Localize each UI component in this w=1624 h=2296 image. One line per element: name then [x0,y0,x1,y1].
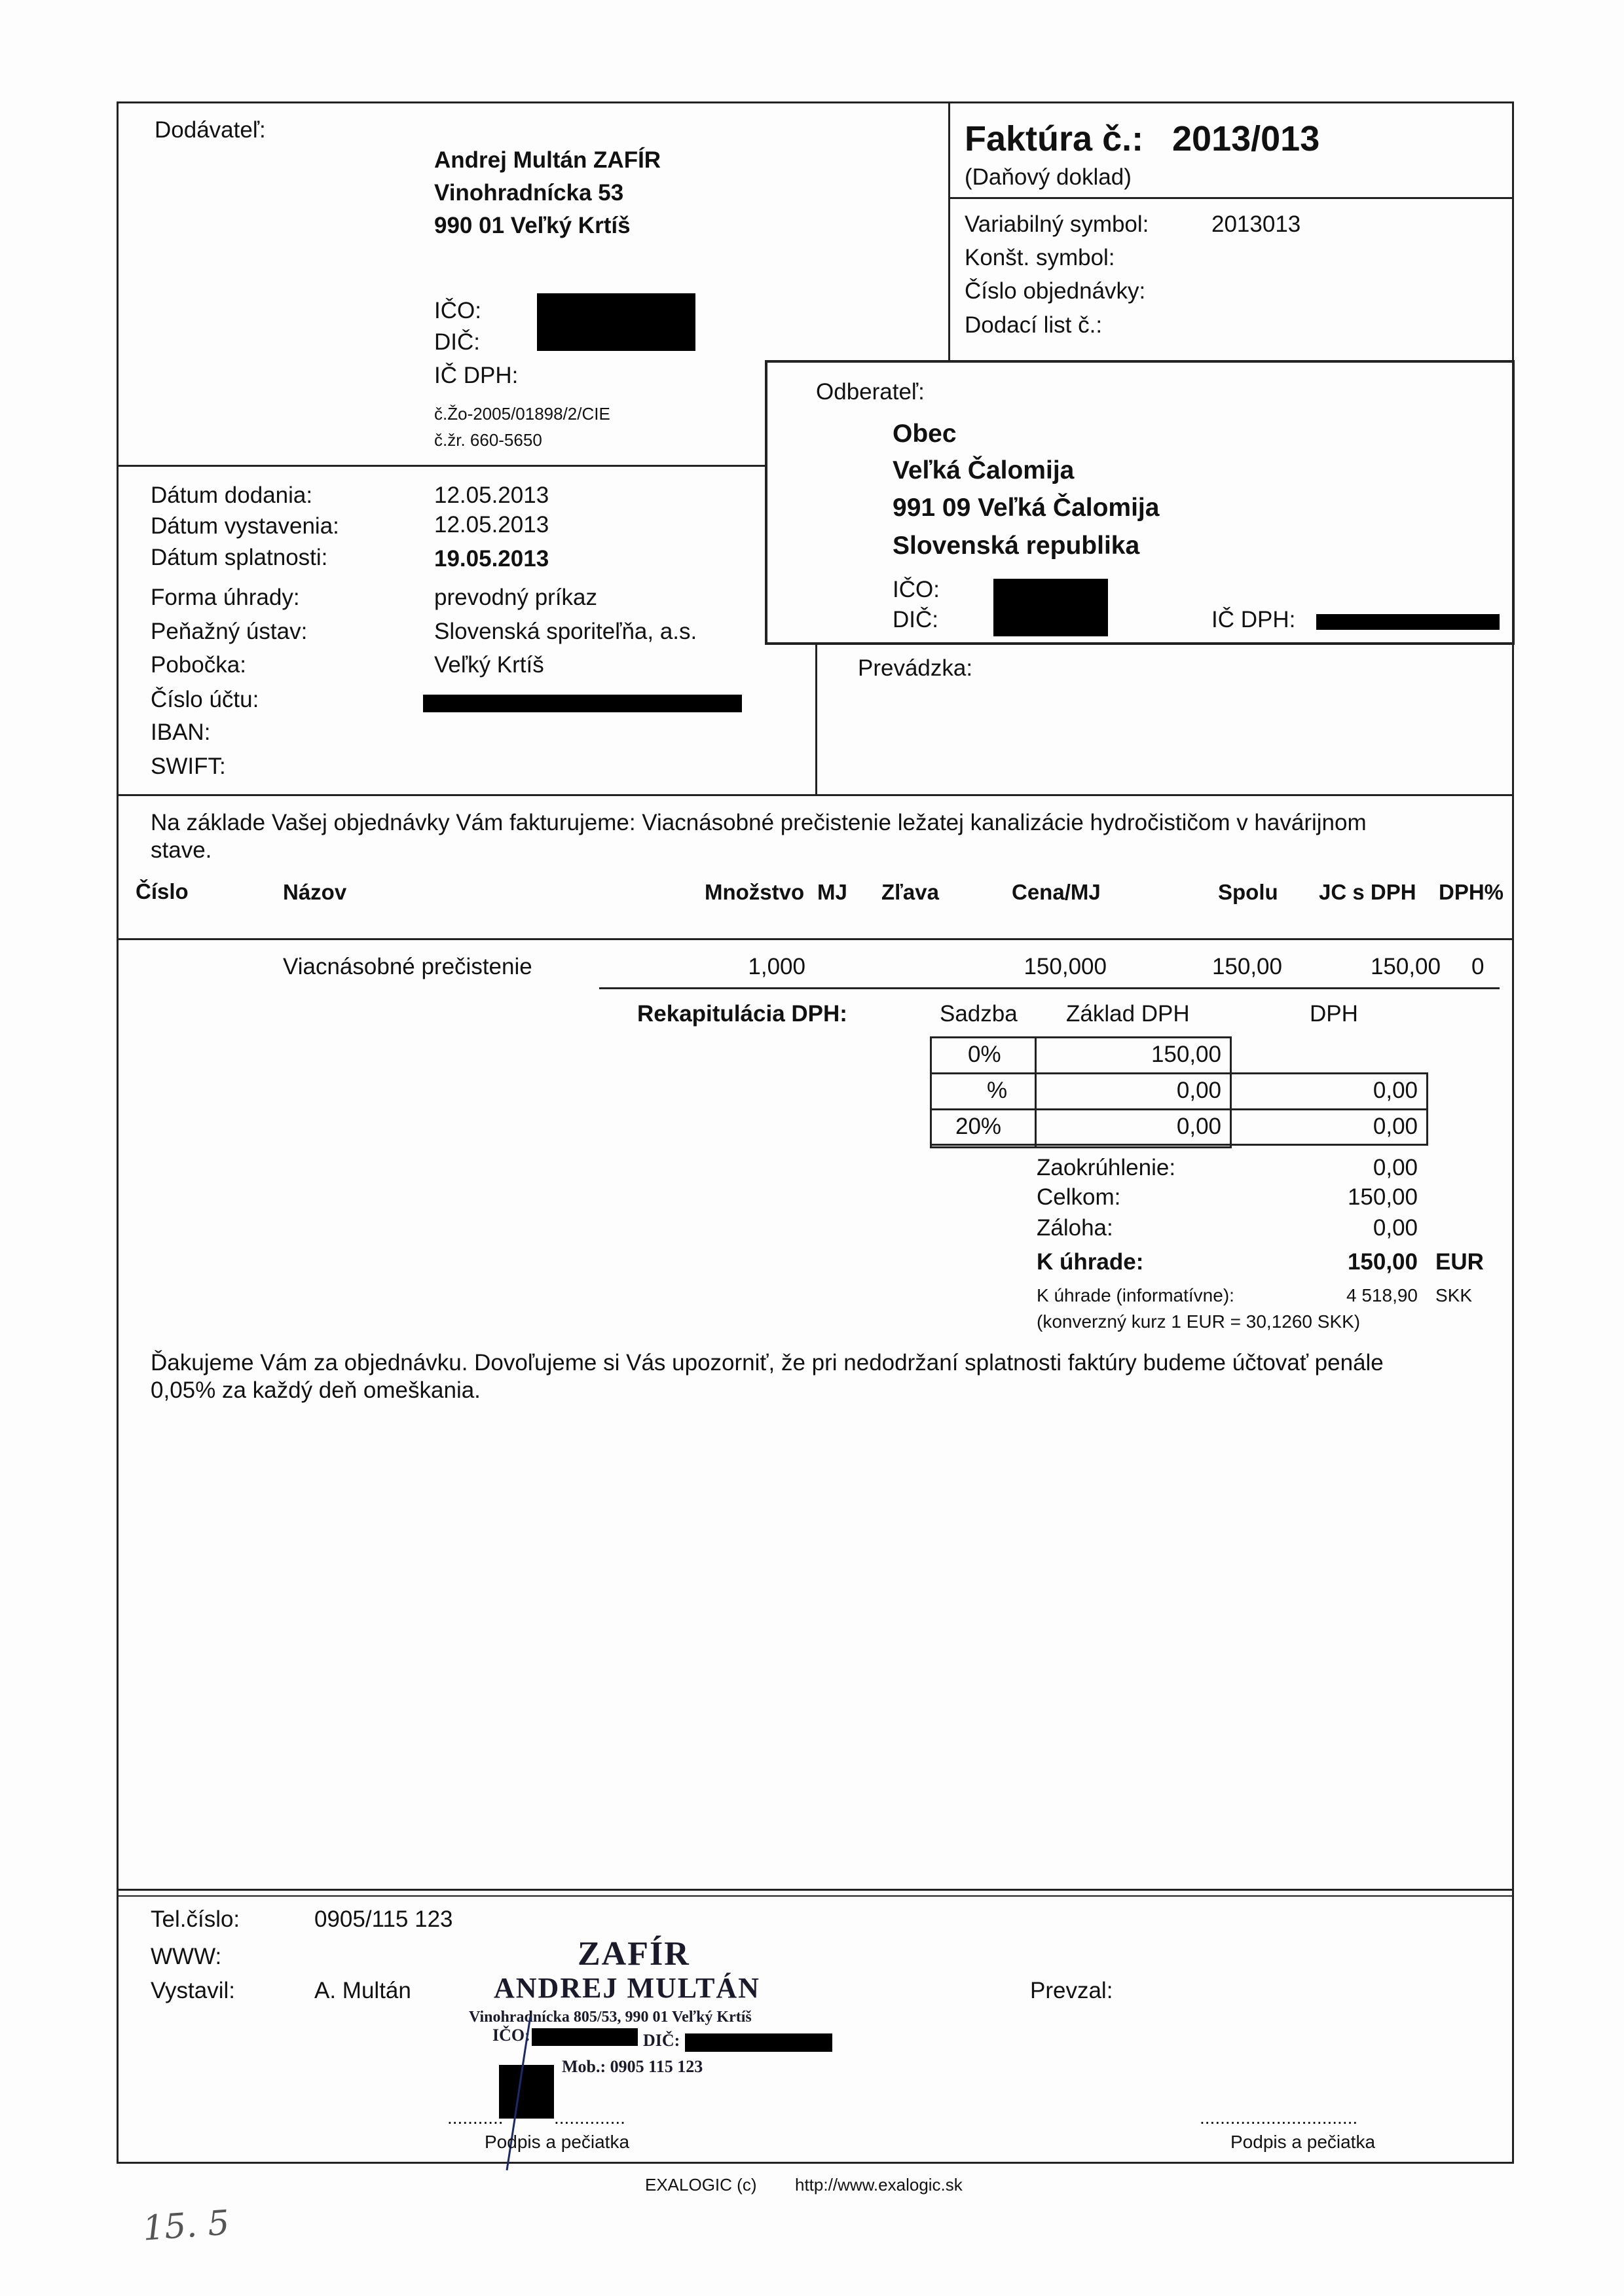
supplier-reg-1: č.Žo-2005/01898/2/CIE [434,404,610,424]
k-uhrade-label: K úhrade: [1037,1249,1144,1275]
order-label: Číslo objednávky: [965,278,1146,304]
recap-dph-2: 0,00 [1373,1114,1418,1139]
datum-splatnosti-value: 19.05.2013 [434,546,549,572]
zaloha-value: 0,00 [1373,1215,1418,1241]
swift-label: SWIFT: [151,754,226,779]
supplier-reg-2: č.žr. 660-5650 [434,430,542,450]
vystavil-value: A. Multán [314,1978,411,2003]
recap-grid-row3 [930,1144,1428,1146]
recap-dph-header: DPH [1310,1001,1358,1027]
prevadzka-divider [815,642,817,794]
supplier-icdph-label: IČ DPH: [434,363,519,388]
col-header-mnozstvo: Množstvo [705,880,805,904]
customer-dic-label: DIČ: [893,607,938,632]
invoice-subtitle: (Daňový doklad) [965,164,1132,190]
celkom-label: Celkom: [1037,1184,1121,1210]
col-header-nazov: Názov [283,880,347,904]
handwritten-note: 15. 5 [141,2203,231,2249]
row-nazov: Viacnásobné prečistenie [283,954,532,979]
prevzal-label: Prevzal: [1030,1978,1113,2003]
redacted-customer-icdph [1316,614,1500,630]
redacted-account-number [423,695,742,712]
supplier-ico-label: IČO: [434,298,481,323]
customer-icdph-label: IČ DPH: [1211,607,1296,632]
k-uhrade-currency: EUR [1435,1249,1484,1275]
signature-dots-left-2: .............. [554,2107,625,2128]
redacted-stamp-dic [685,2033,832,2052]
col-header-mj: MJ [817,880,847,904]
recap-zaklad-0: 150,00 [1151,1042,1221,1067]
customer-line-3: 991 09 Veľká Čalomija [893,494,1160,522]
row-cena: 150,000 [1024,954,1107,979]
software-credit: EXALOGIC (c) [645,2175,757,2195]
datum-splatnosti-label: Dátum splatnosti: [151,545,328,570]
penazny-ustav-label: Peňažný ústav: [151,619,308,644]
supplier-city: 990 01 Veľký Krtíš [434,213,631,238]
recap-sadzba-0: 0% [968,1042,1001,1067]
recap-sadzba-2: 20% [955,1114,1002,1139]
stamp-line-2: ANDREJ MULTÁN [494,1972,760,2004]
ks-label: Konšt. symbol: [965,245,1115,270]
forma-uhrady-label: Forma úhrady: [151,585,300,610]
recap-zaklad-header: Základ DPH [1066,1001,1190,1027]
stamp-line-6: Mob.: 0905 115 123 [562,2057,703,2076]
header-divider [948,101,950,360]
prevadzka-label: Prevádzka: [858,655,973,681]
www-label: WWW: [151,1944,222,1969]
bottom-border [117,2162,1514,2164]
pobocka-value: Veľký Krtíš [434,652,544,678]
row-dph: 0 [1471,954,1485,979]
stamp-line-3: Vinohradnícka 805/53, 990 01 Veľký Krtíš [469,2009,752,2026]
recap-zaklad-2: 0,00 [1176,1114,1221,1139]
supplier-street: Vinohradnícka 53 [434,180,624,206]
customer-line-1: Obec [893,420,957,448]
datum-dodania-value: 12.05.2013 [434,483,549,508]
left-border [117,101,119,2164]
conversion-rate-note: (konverzný kurz 1 EUR = 30,1260 SKK) [1037,1311,1361,1332]
datum-dodania-label: Dátum dodania: [151,483,313,508]
vystavil-label: Vystavil: [151,1978,236,2003]
customer-ico-label: IČO: [893,577,940,602]
invoice-title-underline [948,197,1512,199]
pobocka-label: Pobočka: [151,652,246,678]
thanks-line-2: 0,05% za každý deň omeškania. [151,1377,481,1403]
redacted-customer-ids [993,579,1108,636]
footer-top-line [117,1889,1514,1891]
row-jc: 150,00 [1370,954,1441,979]
recap-dph-right [1426,1072,1428,1146]
celkom-value: 150,00 [1347,1184,1418,1210]
k-uhrade-value: 150,00 [1347,1249,1418,1275]
recap-zaklad-1: 0,00 [1176,1078,1221,1103]
customer-line-2: Veľká Čalomija [893,456,1075,484]
invoice-number: 2013/013 [1172,119,1320,158]
intro-line-2: stave. [151,837,212,863]
datum-vystavenia-label: Dátum vystavenia: [151,513,339,539]
col-header-zlava: Zľava [881,880,939,904]
stamp-line-4: IČO: [492,2026,530,2045]
zaokruhlenie-value: 0,00 [1373,1155,1418,1180]
col-header-cislo: Číslo [136,879,189,903]
recap-sadzba-1: % [987,1078,1008,1103]
k-uhrade-info-currency: SKK [1435,1285,1473,1305]
stamp-line-1: ZAFÍR [578,1935,690,1973]
tel-value: 0905/115 123 [314,1906,453,1932]
supplier-name: Andrej Multán ZAFÍR [434,147,661,173]
intro-line-1: Na základe Vašej objednávky Vám fakturujeme: Viacnásobné prečistenie ležatej kanalizácie hydročističom v havárijnom [151,810,1367,835]
recap-dph-1: 0,00 [1373,1078,1418,1103]
customer-label: Odberateľ: [816,379,925,405]
col-header-cena: Cena/MJ [1012,880,1101,904]
zaloha-label: Záloha: [1037,1215,1113,1241]
footer-top-line-2 [117,1895,1514,1897]
signature-dots-right: ............................... [1200,2107,1358,2128]
col-header-jc: JC s DPH [1319,880,1416,904]
datum-vystavenia-value: 12.05.2013 [434,512,549,538]
row-underline [599,987,1500,989]
recap-sadzba-header: Sadzba [940,1001,1018,1027]
supplier-bottom-line [117,465,765,467]
iban-label: IBAN: [151,720,211,745]
top-border [117,101,1514,103]
vs-value: 2013013 [1211,211,1301,237]
invoice-title: Faktúra č.: [965,119,1144,158]
address-section-bottom [117,794,1514,796]
software-url: http://www.exalogic.sk [795,2175,963,2195]
stamp-line-5: DIČ: [643,2031,680,2050]
cislo-uctu-label: Číslo účtu: [151,687,259,712]
supplier-label: Dodávateľ: [155,117,266,143]
zaokruhlenie-label: Zaokrúhlenie: [1037,1155,1176,1180]
signature-label-left: Podpis a pečiatka [485,2132,630,2152]
recap-label: Rekapitulácia DPH: [637,1001,847,1027]
tel-label: Tel.číslo: [151,1906,240,1932]
row-mnozstvo: 1,000 [748,954,805,979]
signature-dots-left: ........... [447,2107,504,2128]
supplier-dic-label: DIČ: [434,329,480,355]
recap-grid-row1 [930,1072,1428,1074]
delivery-label: Dodací list č.: [965,312,1103,338]
redacted-supplier-ids [537,293,695,351]
k-uhrade-info-value: 4 518,90 [1346,1285,1418,1305]
customer-line-4: Slovenská republika [893,532,1140,560]
table-header-bottom [117,938,1514,940]
col-header-dph: DPH% [1439,880,1504,904]
thanks-line-1: Ďakujeme Vám za objednávku. Dovoľujeme si Vás upozorniť, že pri nedodržaní splatnosti faktúry budeme účtovať penále [151,1350,1384,1376]
signature-label-right: Podpis a pečiatka [1230,2132,1376,2152]
penazny-ustav-value: Slovenská sporiteľňa, a.s. [434,619,697,644]
row-spolu: 150,00 [1211,954,1282,979]
vs-label: Variabilný symbol: [965,211,1149,237]
col-header-spolu: Spolu [1218,880,1278,904]
recap-grid-divider [1035,1036,1037,1146]
forma-uhrady-value: prevodný príkaz [434,585,598,610]
recap-grid-row2 [930,1108,1428,1110]
k-uhrade-info-label: K úhrade (informatívne): [1037,1285,1234,1305]
